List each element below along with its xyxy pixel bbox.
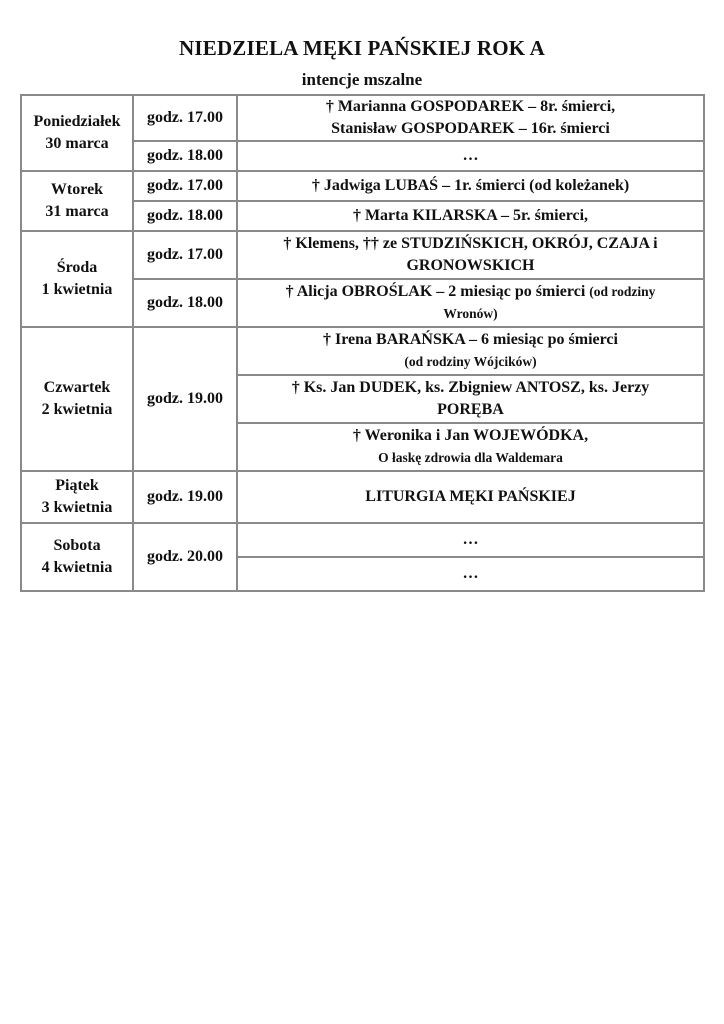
table-row [21, 171, 704, 201]
intention-line: † Weronika i Jan WOJEWÓDKA, [352, 427, 589, 444]
intention-cell [237, 141, 704, 171]
intention-line: … [462, 147, 479, 164]
day-cell-friday [21, 471, 133, 523]
day-cell-thursday [21, 327, 133, 471]
table-row [21, 523, 704, 557]
intention-text: † Alicja OBROŚLAK – 2 miesiąc po śmierci [285, 283, 586, 300]
intention-cell [237, 375, 704, 423]
mass-time: godz. 20.00 [133, 523, 237, 591]
page-subtitle: intencje mszalne [301, 70, 423, 89]
mass-time: godz. 18.00 [133, 141, 237, 171]
intention-line: PORĘBA [437, 401, 504, 418]
intention-line [242, 281, 699, 303]
intention-line: … [462, 565, 479, 582]
intention-line: Wronów) [443, 306, 498, 321]
intention-line: † Klemens, †† ze STUDZIŃSKICH, OKRÓJ, CZAJA i [283, 235, 658, 252]
intention-line: † Ks. Jan DUDEK, ks. Zbigniew ANTOSZ, ks. Jerzy [291, 379, 650, 396]
intention-line: (od rodziny Wójcików) [404, 354, 537, 369]
day-date: 30 marca [45, 135, 109, 152]
day-name: Czwartek [43, 379, 111, 396]
mass-time: godz. 19.00 [133, 327, 237, 471]
mass-time: godz. 17.00 [133, 231, 237, 279]
day-cell-tuesday [21, 171, 133, 231]
mass-time: godz. 17.00 [133, 171, 237, 201]
day-date: 1 kwietnia [41, 281, 113, 298]
intention-cell [237, 327, 704, 375]
intention-cell [237, 201, 704, 231]
mass-time: godz. 18.00 [133, 201, 237, 231]
intention-line: † Irena BARAŃSKA – 6 miesiąc po śmierci [323, 331, 618, 348]
table-row [21, 95, 704, 141]
intention-line: Stanisław GOSPODAREK – 16r. śmierci [331, 120, 610, 137]
day-cell-wednesday [21, 231, 133, 327]
day-cell-monday [21, 95, 133, 171]
intention-line: … [462, 531, 479, 548]
intention-cell [237, 423, 704, 471]
intention-line: † Marianna GOSPODAREK – 8r. śmierci, [325, 98, 616, 115]
page-title: NIEDZIELA MĘKI PAŃSKIEJ ROK A [179, 36, 545, 60]
mass-intentions-table [20, 94, 705, 592]
day-date: 4 kwietnia [41, 559, 113, 576]
day-name: Wtorek [50, 181, 104, 198]
day-date: 2 kwietnia [41, 401, 113, 418]
intention-line: † Marta KILARSKA – 5r. śmierci, [352, 207, 589, 224]
day-date: 3 kwietnia [41, 499, 113, 516]
intention-note: (od rodziny [589, 284, 656, 299]
intention-line: LITURGIA MĘKI PAŃSKIEJ [365, 488, 576, 505]
day-date: 31 marca [45, 203, 109, 220]
table-row [21, 327, 704, 375]
intention-cell [237, 471, 704, 523]
intention-cell [237, 231, 704, 279]
intention-cell [237, 171, 704, 201]
mass-time: godz. 17.00 [133, 95, 237, 141]
day-name: Poniedziałek [33, 113, 121, 130]
intention-cell [237, 557, 704, 591]
intention-cell [237, 95, 704, 141]
mass-time: godz. 19.00 [133, 471, 237, 523]
mass-time: godz. 18.00 [133, 279, 237, 327]
intention-line: † Jadwiga LUBAŚ – 1r. śmierci (od koleżanek) [311, 177, 630, 194]
day-name: Piątek [55, 477, 99, 494]
day-cell-saturday [21, 523, 133, 591]
intention-line: O łaskę zdrowia dla Waldemara [378, 450, 563, 465]
table-row [21, 471, 704, 523]
intention-cell [237, 523, 704, 557]
table-row [21, 231, 704, 279]
intention-line: GRONOWSKICH [406, 257, 535, 274]
day-name: Środa [56, 259, 98, 276]
day-name: Sobota [53, 537, 101, 554]
intention-cell [237, 279, 704, 327]
